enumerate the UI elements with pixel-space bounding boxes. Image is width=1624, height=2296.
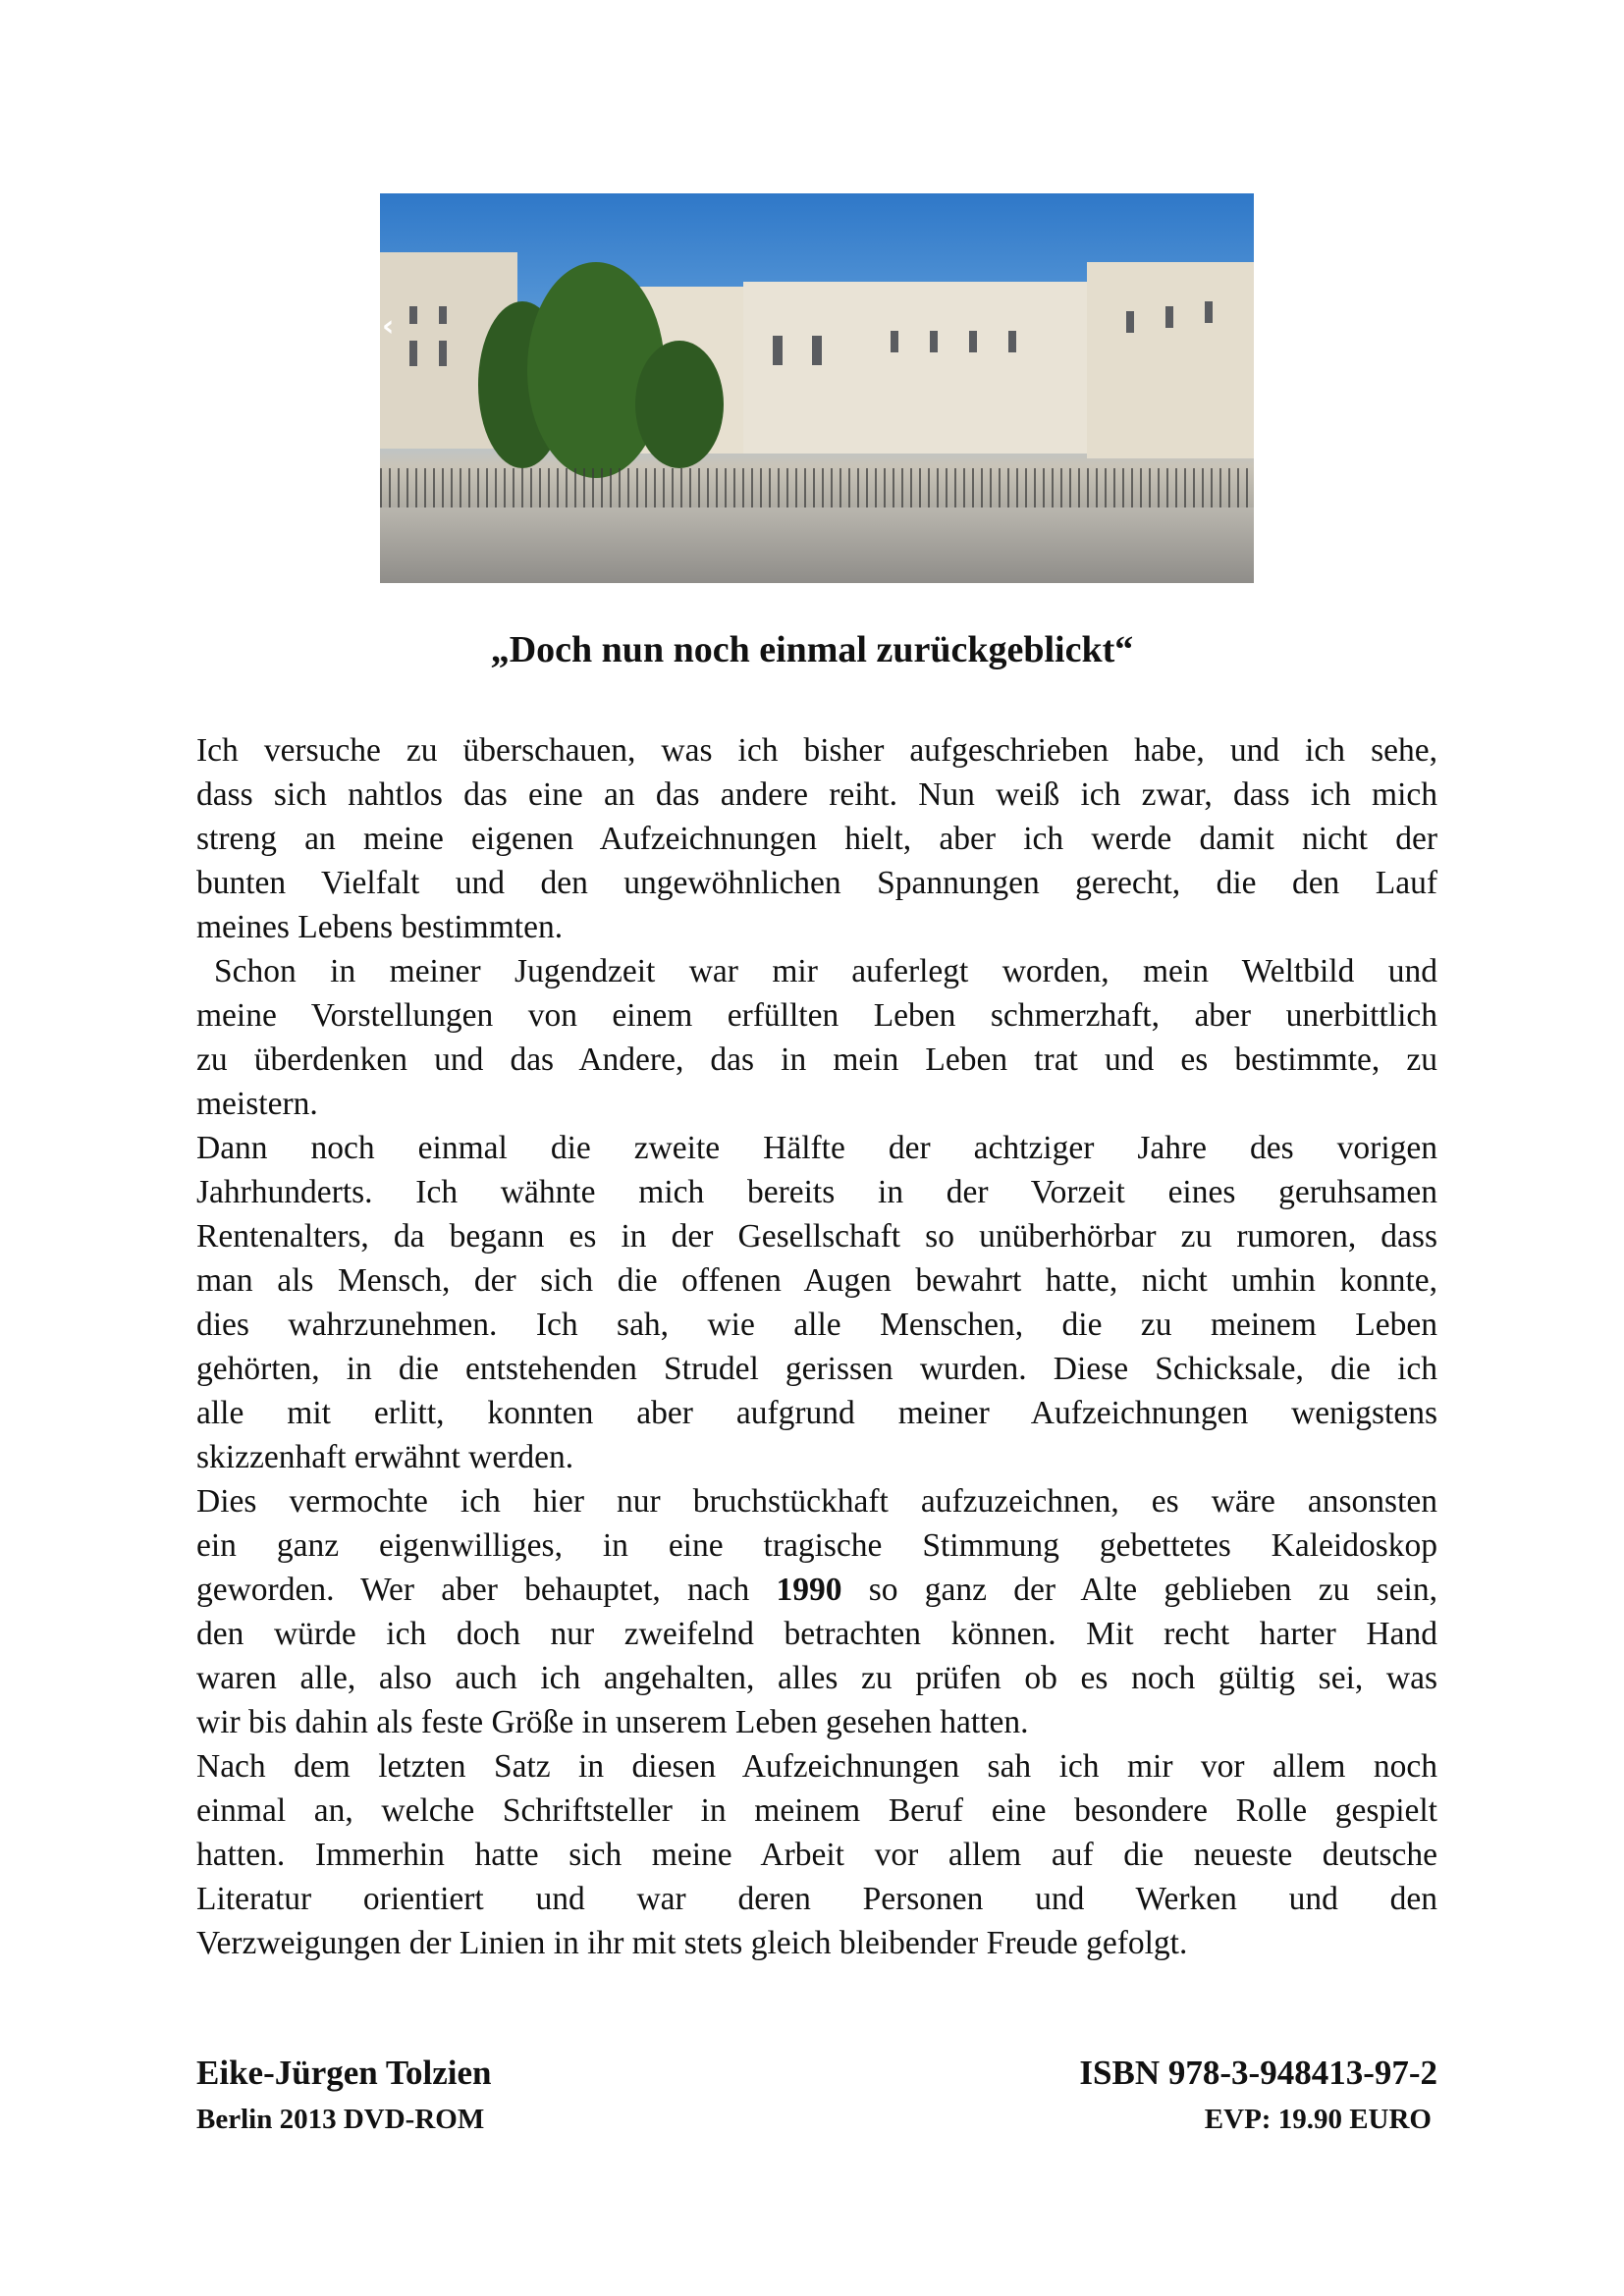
text-line: Rentenalters, da begann es in der Gesellschaft so unüberhörbar zu rumoren, dass <box>196 1218 1437 1255</box>
text-line: Dann noch einmal die zweite Hälfte der achtziger Jahre des vorigen <box>196 1130 1437 1166</box>
text-line: waren alle, also auch ich angehalten, alles zu prüfen ob es noch gültig sei, was <box>196 1660 1437 1696</box>
text-line: ein ganz eigenwilliges, in eine tragische Stimmung gebettetes Kaleidoskop <box>196 1527 1437 1564</box>
text-line: meistern. <box>196 1086 318 1122</box>
paragraph <box>196 728 1437 949</box>
isbn: ISBN 978-3-948413-97-2 <box>1079 2054 1437 2092</box>
text-line: man als Mensch, der sich die offenen Augen bewahrt hatte, nicht umhin konnte, <box>196 1262 1437 1299</box>
text-line: Dies vermochte ich hier nur bruchstückhaft aufzuzeichnen, es wäre ansonsten <box>196 1483 1437 1520</box>
chevron-left-icon[interactable]: ‹ <box>382 309 395 344</box>
text-line: dies wahrzunehmen. Ich sah, wie alle Menschen, die zu meinem Leben <box>196 1307 1437 1343</box>
text-segment: so ganz der Alte geblieben zu sein, <box>841 1572 1437 1608</box>
text-line: gehörten, in die entstehenden Strudel gerissen wurden. Diese Schicksale, die ich <box>196 1351 1437 1387</box>
text-line: streng an meine eigenen Aufzeichnungen hielt, aber ich werde damit nicht der <box>196 821 1437 857</box>
paragraph <box>196 1479 1437 1568</box>
text-line: bunten Vielfalt und den ungewöhnlichen Spannungen gerecht, die den Lauf <box>196 865 1437 901</box>
text-line: zu überdenken und das Andere, das in mein Leben trat und es bestimmte, zu <box>196 1041 1437 1078</box>
page-title: „Doch nun noch einmal zurückgeblickt“ <box>490 629 1134 670</box>
paragraph <box>196 1126 1437 1479</box>
paragraph <box>196 1612 1437 1744</box>
year-bold: 1990 <box>776 1572 842 1608</box>
text-line: Literatur orientiert und war deren Personen und Werken und den <box>196 1881 1437 1917</box>
text-line: hatten. Immerhin hatte sich meine Arbeit vor allem auf die neueste deutsche <box>196 1837 1437 1873</box>
text-line: Jahrhunderts. Ich wähnte mich bereits in der Vorzeit eines geruhsamen <box>196 1174 1437 1210</box>
text-segment: geworden. Wer aber behauptet, nach <box>196 1572 777 1608</box>
text-line: den würde ich doch nur zweifelnd betrachten können. Mit recht harter Hand <box>196 1616 1437 1652</box>
text-line: einmal an, welche Schriftsteller in meinem Beruf eine besondere Rolle gespielt <box>196 1792 1437 1829</box>
publication-info: Berlin 2013 DVD-ROM <box>196 2104 485 2135</box>
text-line: wir bis dahin als feste Größe in unserem Leben gesehen hatten. <box>196 1704 1029 1740</box>
paragraph <box>196 1744 1437 1965</box>
text-line: Nach dem letzten Satz in diesen Aufzeichnungen sah ich mir vor allem noch <box>196 1748 1437 1785</box>
text-line: meines Lebens bestimmten. <box>196 909 564 945</box>
price: EVP: 19.90 EURO <box>1204 2104 1432 2135</box>
paragraph <box>196 949 1437 1126</box>
text-line: dass sich nahtlos das eine an das andere reiht. Nun weiß ich zwar, dass ich mich <box>196 776 1437 813</box>
author-name: Eike-Jürgen Tolzien <box>196 2054 492 2092</box>
text-line: skizzenhaft erwähnt werden. <box>196 1439 574 1475</box>
university-building-photo <box>380 193 1254 583</box>
text-line: alle mit erlitt, konnten aber aufgrund meiner Aufzeichnungen wenigstens <box>196 1395 1437 1431</box>
text-line-bold-year <box>196 1568 1437 1612</box>
body-text <box>196 728 1437 1965</box>
text-line: Ich versuche zu überschauen, was ich bisher aufgeschrieben habe, und ich sehe, <box>196 732 1437 769</box>
text-line: Schon in meiner Jugendzeit war mir auferlegt worden, mein Weltbild und <box>214 953 1437 989</box>
text-line: Verzweigungen der Linien in ihr mit stets gleich bleibender Freude gefolgt. <box>196 1925 1188 1961</box>
text-line: meine Vorstellungen von einem erfüllten Leben schmerzhaft, aber unerbittlich <box>196 997 1437 1034</box>
